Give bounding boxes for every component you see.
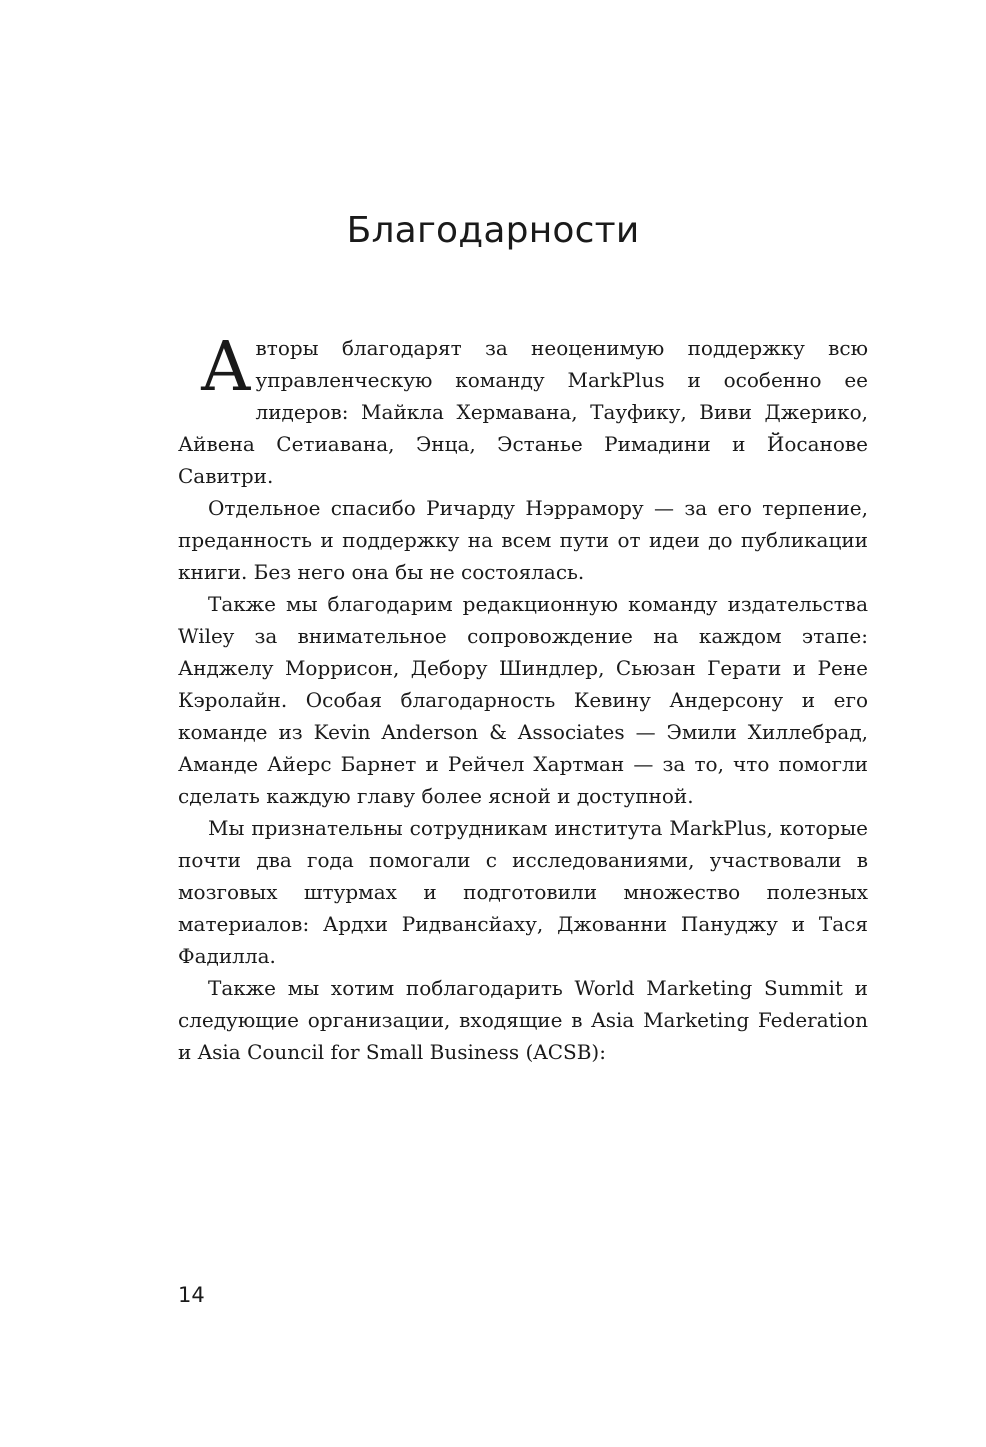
drop-cap: А	[200, 328, 252, 407]
paragraph-4: Мы признательны сотрудникам института MarkPlus, которые почти два года помогали с исследованиями, участвовали в мозговых штурмах и подготовили множество полезных материалов: Ардхи Ридвансйаху, Джованни Пануджу и Тася Фадилла.	[178, 816, 868, 968]
paragraph-1	[178, 328, 868, 492]
body-text	[178, 328, 868, 1068]
paragraph-5: Также мы хотим поблагодарить World Marketing Summit и следующие организации, входящие в Asia Marketing Federation и Asia Council for Small Business (ACSB):	[178, 976, 868, 1064]
page-title: Благодарности	[346, 210, 640, 251]
page-number: 14	[178, 1283, 205, 1307]
paragraph-2: Отдельное спасибо Ричарду Нэррамору — за его терпение, преданность и поддержку на всем пути от идеи до публикации книги. Без него она бы не состоялась.	[178, 496, 868, 584]
paragraph-1-text: вторы благодарят за неоценимую поддержку всю управленческую команду MarkPlus и особенно ее лидеров: Майкла Хермавана, Тауфику, Виви Джерико, Айвена Сетиавана, Энца, Эстанье Римадини и Йосанове Савитри.	[178, 336, 868, 488]
paragraph-3: Также мы благодарим редакционную команду издательства Wiley за внимательное сопровождение на каждом этапе: Анджелу Моррисон, Дебору Шиндлер, Сьюзан Герати и Рене Кэролайн. Особая благодарность Кевину Андерсону и его команде из Kevin Anderson & Associates — Эмили Хиллебрад, Аманде Айерс Барнет и Рейчел Хартман — за то, что помогли сделать каждую главу более ясной и доступной.	[178, 592, 868, 808]
